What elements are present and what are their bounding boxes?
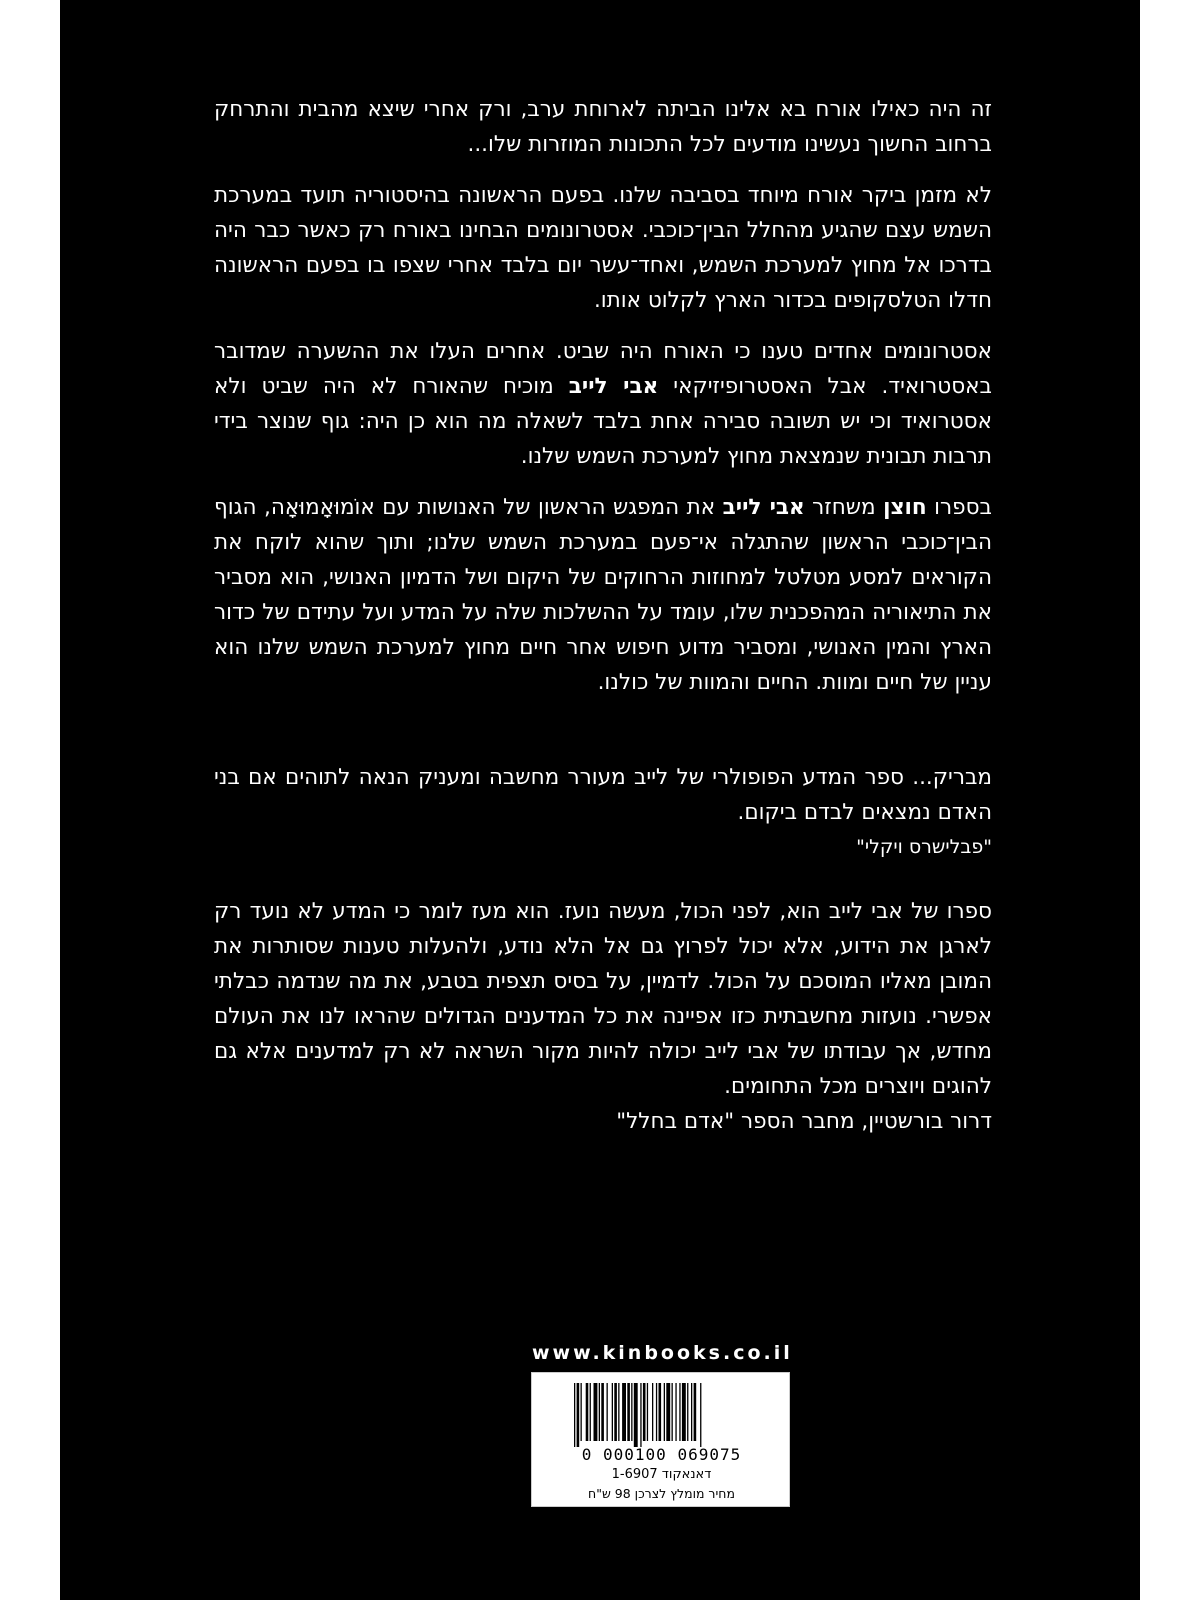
barcode-bar <box>594 1383 598 1441</box>
barcode-bar <box>656 1383 657 1441</box>
barcode-bar <box>612 1383 613 1441</box>
barcode-bars <box>574 1383 764 1447</box>
barcode-number: 0 000100 069075 <box>581 1445 742 1464</box>
barcode-bar <box>679 1383 680 1441</box>
barcode-bar <box>577 1383 580 1447</box>
barcode-bar <box>687 1383 688 1441</box>
review-attribution-dror-burstein: דרור בורשטיין, מחבר הספר "אדם בחלל" <box>616 1109 992 1134</box>
barcode-bar <box>622 1383 626 1441</box>
barcode-bar <box>581 1383 582 1441</box>
paragraph-visitor: לא מזמן ביקר אורח מיוחד בסביבה שלנו. בפעם הראשונה בהיסטוריה תועד במערכת השמש עצם שהגיע מהחלל הבין־כוכבי. אסטרונומים הבחינו באורח רק כאשר כבר היה בדרכו אל מחוץ למערכת השמש, ואחד־עשר יום בלבד אחרי שצפו בו בפעם הראשונה חדלו הטלסקופים בכדור הארץ לקלוט אותו. <box>214 183 992 313</box>
barcode-bar <box>601 1383 604 1441</box>
summary-text-middle: משחזר <box>804 495 884 520</box>
barcode-bar <box>590 1383 591 1441</box>
barcode-bar <box>700 1383 701 1447</box>
barcode-bar <box>672 1383 673 1441</box>
barcode-bar <box>614 1383 617 1441</box>
barcode-bar <box>675 1383 676 1441</box>
barcode-bar <box>574 1383 575 1447</box>
barcode-bar <box>652 1383 653 1441</box>
barcode-bar <box>634 1383 638 1447</box>
review-quote-publishers-weekly: מבריק... ספר המדע הפופולרי של לייב מעורר מחשבה ומעניק הנאה לתוהים אם בני האדם נמצאים לבדם ביקום. <box>214 765 992 825</box>
barcode-bar <box>631 1383 632 1441</box>
barcode-bar <box>643 1383 646 1441</box>
publisher-url[interactable]: www.kinbooks.co.il <box>532 1342 793 1364</box>
barcode-bar <box>682 1383 686 1441</box>
book-back-cover <box>60 0 1140 1600</box>
price-label: מחיר מומלץ לצרכן 98 ש"ח <box>588 1486 735 1501</box>
author-name: אבי לייב <box>722 495 805 520</box>
barcode-bar <box>640 1383 641 1447</box>
barcode-bar <box>666 1383 670 1441</box>
review-quote-dror-burstein: ספרו של אבי לייב הוא, לפני הכול, מעשה נועז. הוא מעז לומר כי המדע לא נועד רק לארגן את הידוע, אלא יכול לפרוץ גם אל הלא נודע, ולהעלות טענות שסותרות את המובן מאליו המוסכם על הכול. לדמיין, על בסיס תצפית בטבע, את מה שנדמה כבלתי אפשרי. נועזות מחשבתית כזו אפיינה את כל המדענים הגדולים שהראו לנו את העולם מחדש, אך עבודתו של אבי לייב יכולה להיות מקור השראה לא רק למדענים אלא גם להוגים ויוצרים מכל התחומים. <box>214 899 992 1099</box>
blurb-text <box>214 92 992 1139</box>
paragraph-hypothesis <box>214 334 992 474</box>
paragraph-intro: זה היה כאילו אורח בא אלינו הביתה לארוחת ערב, ורק אחרי שיצא מהבית והתרחק ברחוב החשוך נעשינו מודעים לכל התכונות המוזרות שלו... <box>214 97 992 157</box>
barcode-bar <box>586 1383 589 1441</box>
barcode-bar <box>627 1383 630 1441</box>
barcode-bar <box>664 1383 665 1441</box>
summary-text-start: בספרו <box>926 495 992 520</box>
barcode-bar <box>607 1383 608 1441</box>
barcode-bar <box>647 1383 648 1441</box>
hypothesis-text-end: מוכיח שהאורח לא היה שביט ולא אסטרואיד וכי יש תשובה סבירה אחת בלבד לשאלה מה הוא כן היה: גוף שנוצר בידי תרבות תבונית שנמצאת מחוץ למערכת השמש שלנו. <box>214 374 992 469</box>
dancode-label: דאנאקוד 1-6907 <box>611 1467 712 1482</box>
author-name: אבי לייב <box>568 374 659 399</box>
barcode-bar <box>694 1383 697 1441</box>
barcode-bar <box>691 1383 692 1441</box>
review-attribution-publishers-weekly: "פבלישרס ויקלי" <box>856 836 992 858</box>
barcode-bar <box>659 1383 662 1441</box>
summary-text-end: את המפגש הראשון של האנושות עם אוֹמוּאָמוּאָה, הגוף הבין־כוכבי הראשון שהתגלה אי־פעם במערכת השמש שלנו; ותוך שהוא לוקח את הקוראים למסע מטלטל למחוזות הרחוקים של היקום ושל הדמיון האנושי, הוא מסביר את התיאוריה המהפכנית שלו, עומד על ההשלכות שלה על המדע ועל עתידם של כדור הארץ והמין האנושי, ומסביר מדוע חיפוש אחר חיים מחוץ למערכת השמש שלנו הוא עניין של חיים ומוות. החיים והמוות של כולנו. <box>214 495 992 695</box>
book-title: חוצן <box>883 495 927 520</box>
hypothesis-text-start: אסטרונומים אחדים טענו כי האורח היה שביט. אחרים העלו את ההשערה שמדובר באסטרואיד. אבל האסטרופיזיקאי <box>214 339 992 399</box>
paragraph-book-summary <box>214 490 992 700</box>
barcode-label <box>531 1372 790 1507</box>
spacer <box>214 716 992 760</box>
barcode-bar <box>618 1383 619 1441</box>
barcode-bar <box>599 1383 600 1441</box>
